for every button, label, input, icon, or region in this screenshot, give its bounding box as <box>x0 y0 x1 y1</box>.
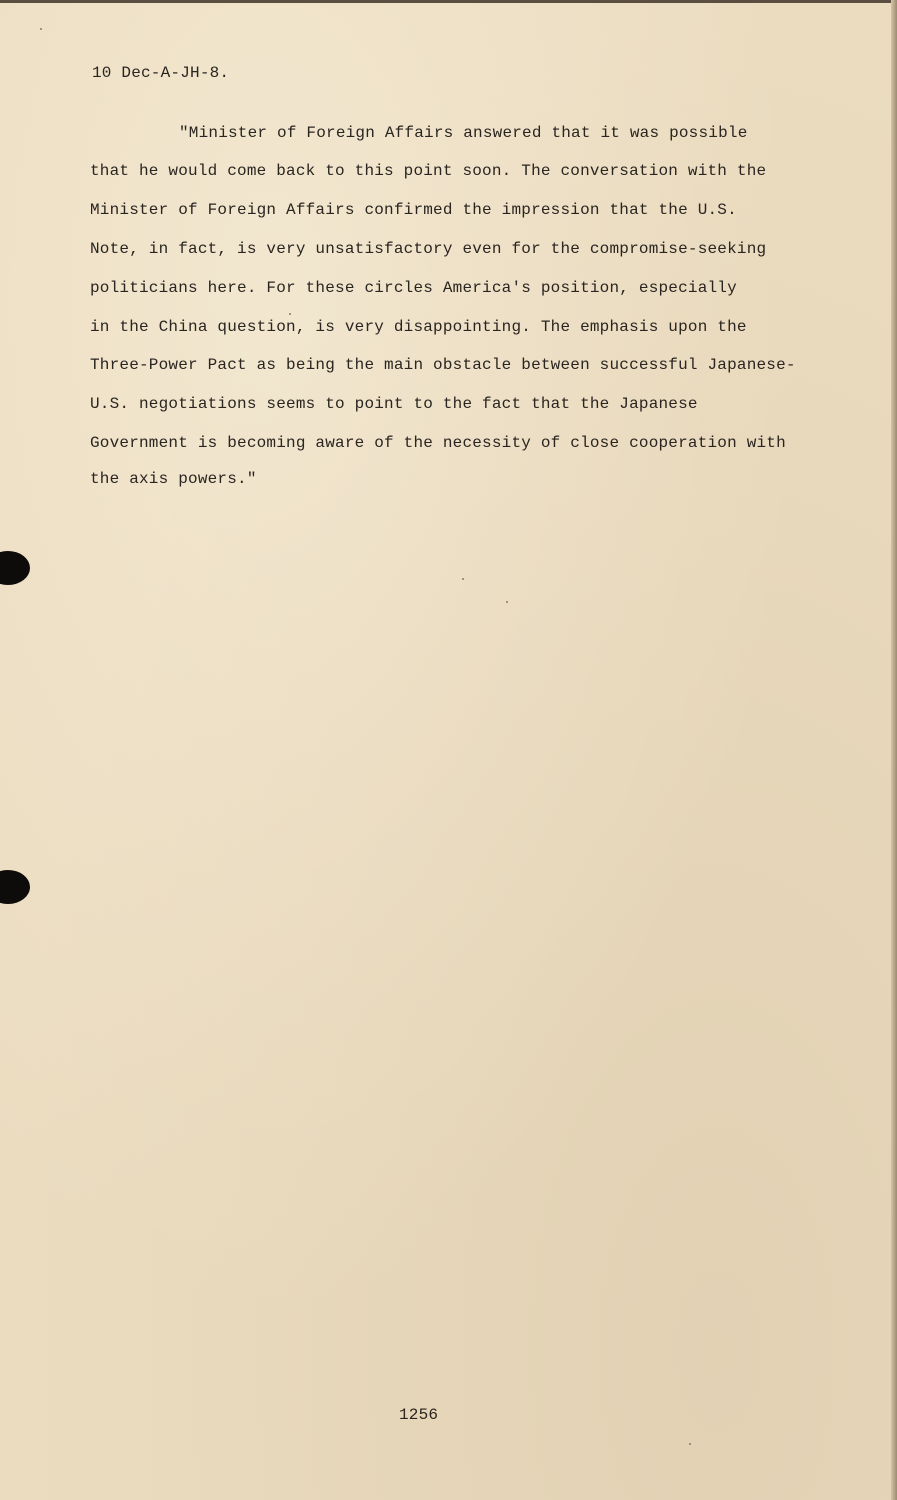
body-line-3: Minister of Foreign Affairs confirmed the impression that the U.S. <box>90 201 737 219</box>
paper-speck <box>462 578 464 580</box>
body-line-4: Note, in fact, is very unsatisfactory even for the compromise-seeking <box>90 240 767 258</box>
page-top-edge <box>0 0 897 3</box>
body-line-5: politicians here. For these circles America's position, especially <box>90 279 737 297</box>
page-number: 1256 <box>399 1406 439 1424</box>
document-reference: 10 Dec-A-JH-8. <box>92 64 230 82</box>
paper-speck <box>289 313 291 315</box>
body-line-9: Government is becoming aware of the necessity of close cooperation with <box>90 434 786 452</box>
body-line-8: U.S. negotiations seems to point to the fact that the Japanese <box>90 395 698 413</box>
body-line-1: "Minister of Foreign Affairs answered that it was possible <box>179 124 748 142</box>
body-line-7: Three-Power Pact as being the main obstacle between successful Japanese- <box>90 356 796 374</box>
body-line-2: that he would come back to this point soon. The conversation with the <box>90 162 767 180</box>
paper-speck <box>689 1443 691 1445</box>
paper-speck <box>506 601 508 603</box>
body-line-6: in the China question, is very disappointing. The emphasis upon the <box>90 318 747 336</box>
page-right-edge <box>891 0 897 1500</box>
punch-hole-lower <box>0 870 30 904</box>
punch-hole-upper <box>0 551 30 585</box>
body-line-10: the axis powers." <box>90 470 257 488</box>
paper-speck <box>40 28 42 30</box>
